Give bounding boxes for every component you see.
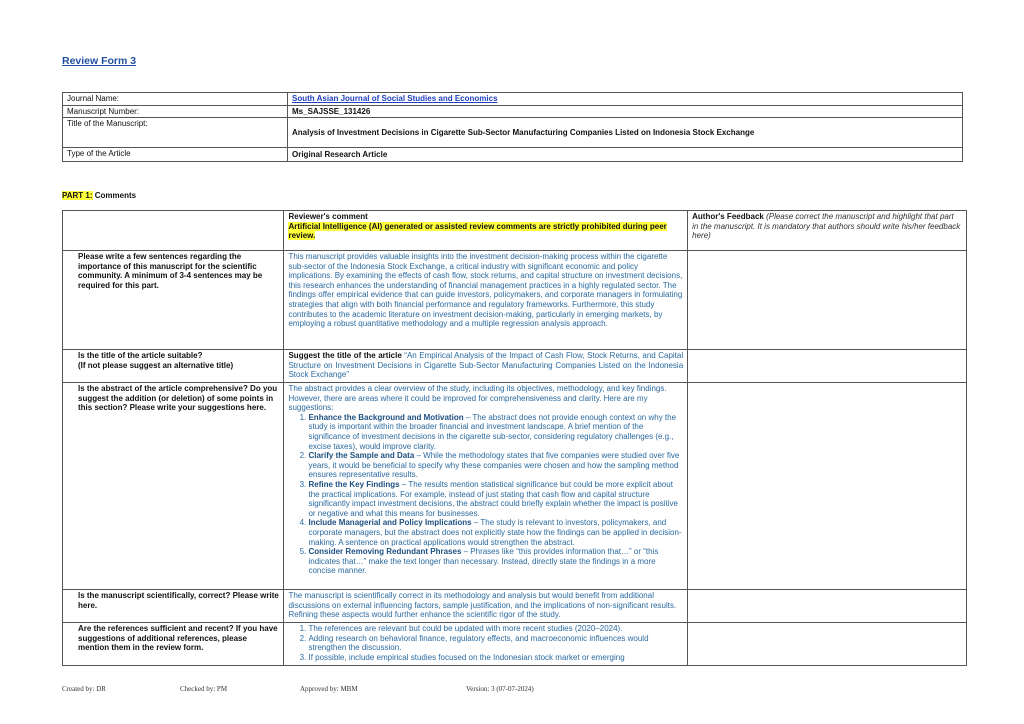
author-feedback-cell[interactable] [688,350,967,383]
reviewer-comment: The abstract provides a clear overview of the study, including its objectives, methodology, and key findings. However, there are areas where it could be improved for comprehensiveness and clarity. Here are my suggestions: 1. Enhance the Background and Motivation – The abstract does not provide enough context on why the study is important within the broader financial and investment landscape. A brief mention of the significance of investment decisions in the cigarette sub-sector, considering regulatory challenges (e.g., excise taxes), would improve clarity. 2. Clarify the Sample and Data – While the methodology states that five companies were studied over five years, it would be beneficial to specify why these companies were chosen and how the sampling method ensures representative results. 3. Refine the Key Findings – The results mention statistical significance but could be more explicit about the practical implications. For example, instead of just stating that cash flow and capital structure significantly impact investment decisions, the abstract could briefly explain whether the impact is positive or negative and what this means for businesses. 4. Include Managerial and Policy Implications – The study is relevant to investors, policymakers, and corporate managers, but the abstract does not explicitly state how the findings can be applied in decision-making. A sentence on practical applications would strengthen the abstract. 5. Consider Removing Redundant Phrases – Phrases like “this provides information that…” or “this indicates that…” make the text longer than necessary. Instead, directly state the findings in a more concise manner. [284,383,688,590]
footer-version: Version: 3 (07-07-2024) [466,685,534,693]
list-item: 2. Adding research on behavioral finance, regulatory effects, and macroeconomic influences would strengthen the discussion. [308,634,683,653]
question: Are the references sufficient and recent? If you have suggestions of additional references, please mention them in the review form. [63,623,284,666]
list-item: 5. Consider Removing Redundant Phrases – Phrases like “this provides information that…” or “this indicates that…” make the text longer than necessary. Instead, directly state the findings in a more concise manner. [308,547,683,576]
list-item: 1. The references are relevant but could be updated with more recent studies (2020–2024). [308,624,683,634]
footer-checked: Checked by: PM [180,685,228,693]
author-header: Author's Feedback (Please correct the manuscript and highlight that part in the manuscript. It is mandatory that authors should write his/her feedback here) [688,211,967,251]
table-row [63,251,967,350]
list-item: 2. Clarify the Sample and Data – While the methodology states that five companies were studied over five years, it would be beneficial to specify why these companies were chosen and how the sampling method ensures representative results. [308,451,683,480]
footer-approved: Approved by: MBM [300,685,358,693]
list-item: 3. Refine the Key Findings – The results mention statistical significance but could be more explicit about the practical implications. For example, instead of just stating that cash flow and capital structure significantly impact investment decisions, the abstract could briefly explain whether the impact is positive or negative and what this means for businesses. [308,480,683,518]
title-label: Title of the Manuscript: [63,118,288,148]
article-type-label: Type of the Article [63,148,288,162]
table-row [63,623,967,666]
author-feedback-cell[interactable] [688,623,967,666]
reviewer-header: Reviewer's comment Artificial Intelligence (AI) generated or assisted review comments are strictly prohibited during peer review. [284,211,688,251]
article-type: Original Research Article [292,149,388,159]
reviewer-comment: This manuscript provides valuable insights into the investment decision-making process within the cigarette sub-sector of the Indonesia Stock Exchange, a critical industry with significant economic and policy implications. By examining the effects of cash flow, stock returns, and capital structure on investment decisions, this research enhances the understanding of financial management practices in a highly regulated sector. The findings offer empirical evidence that can guide investors, policymakers, and corporate managers in formulating strategies that align with both financial performance and regulatory frameworks. Furthermore, this study contributes to the academic literature on investment decision-making, particularly in emerging markets, by employing a robust quantitative methodology and a multiple regression analysis approach. [284,251,688,350]
journal-label: Journal Name: [63,93,288,106]
reviewer-comment: The manuscript is scientifically correct in its methodology and analysis but would benefit from additional discussions on external influencing factors, sample justification, and the implications of non-significant results. Refining these aspects would further enhance the scientific rigor of the study. [284,590,688,623]
question: Is the manuscript scientifically, correct? Please write here. [63,590,284,623]
header-empty [63,211,284,251]
table-row [63,383,967,590]
manuscript-info-table [62,92,963,162]
part-heading: PART 1: Comments [62,191,137,200]
table-row [63,350,967,383]
author-feedback-cell[interactable] [688,590,967,623]
list-item: 4. Include Managerial and Policy Implications – The study is relevant to investors, policymakers, and corporate managers, but the abstract does not explicitly state how the findings can be applied in decision-making. A sentence on practical applications would strengthen the abstract. [308,518,683,547]
table-row [63,590,967,623]
list-item: 3. If possible, include empirical studies focused on the Indonesian stock market or emerging [308,653,683,663]
manuscript-title: Analysis of Investment Decisions in Cigarette Sub-Sector Manufacturing Companies Listed on Indonesia Stock Exchange [292,127,755,137]
question: Please write a few sentences regarding the importance of this manuscript for the scientific community. A minimum of 3-4 sentences may be required for this part. [63,251,284,350]
reviewer-comment: Suggest the title of the article “An Empirical Analysis of the Impact of Cash Flow, Stock Returns, and Capital Structure on Investment Decisions in Cigarette Sub-Sector Manufacturing Companies Listed on the Indonesia Stock Exchange” [284,350,688,383]
manuscript-number-label: Manuscript Number: [63,105,288,118]
journal-link[interactable]: South Asian Journal of Social Studies and Economics [292,94,498,103]
manuscript-number: Ms_SAJSSE_131426 [292,106,371,116]
form-title: Review Form 3 [62,55,137,67]
author-feedback-cell[interactable] [688,383,967,590]
footer-created: Created by: DR [62,685,106,693]
question: Is the abstract of the article comprehensive? Do you suggest the addition (or deletion) of some points in this section? Please write your suggestions here. [63,383,284,590]
author-feedback-cell[interactable] [688,251,967,350]
comments-table [62,210,967,666]
question: Is the title of the article suitable? (If not please suggest an alternative title) [63,350,284,383]
reviewer-comment [284,623,688,666]
ai-warning: Artificial Intelligence (AI) generated or assisted review comments are strictly prohibited during peer review. [288,221,667,241]
list-item: 1. Enhance the Background and Motivation – The abstract does not provide enough context on why the study is important within the broader financial and investment landscape. A brief mention of the significance of investment decisions in the cigarette sub-sector, considering regulatory challenges (e.g., excise taxes), would improve clarity. [308,413,683,451]
